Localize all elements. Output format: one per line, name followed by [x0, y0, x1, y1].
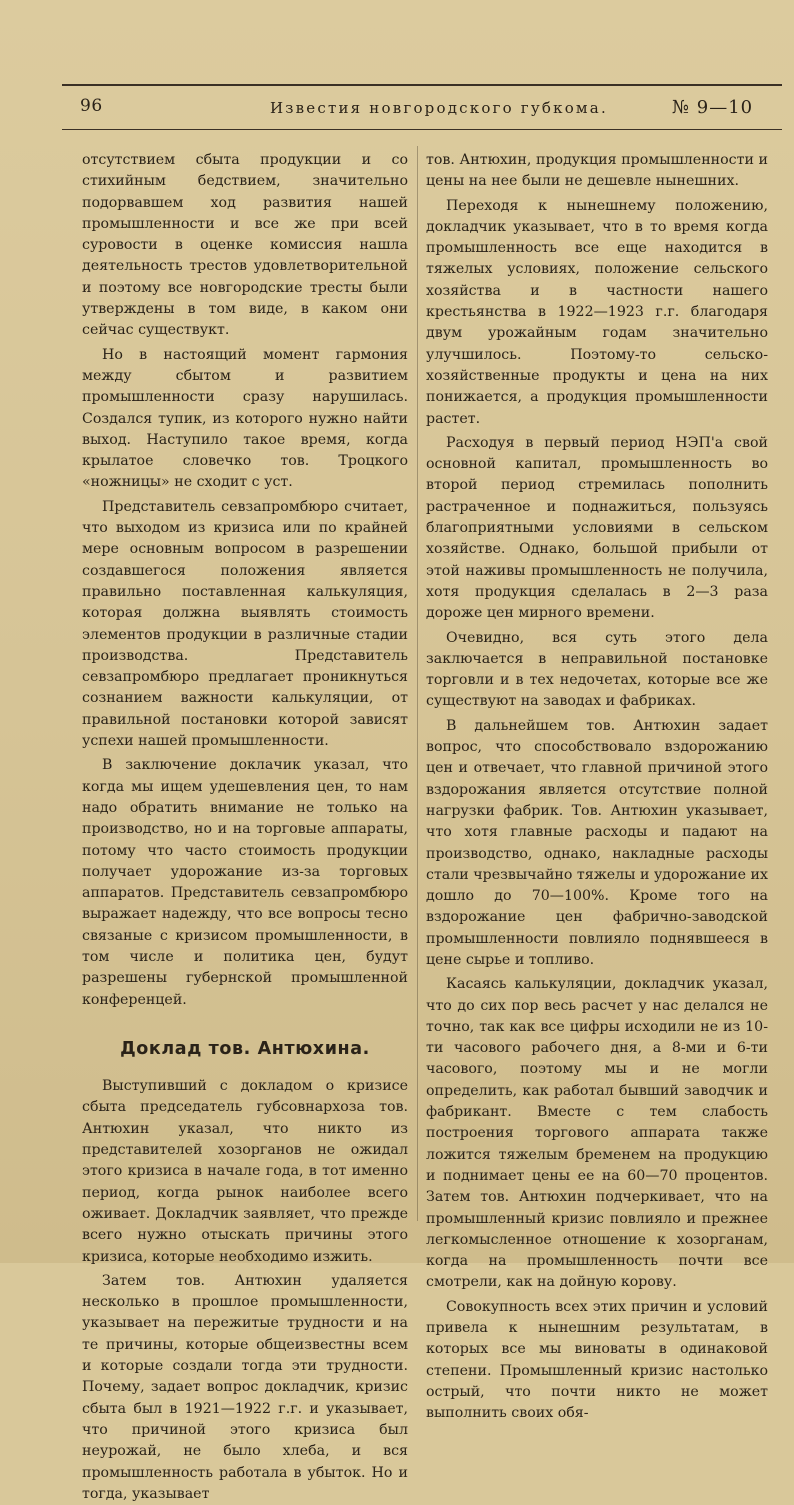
paragraph: Расходуя в первый период НЭП'а свой основной капитал, промышленность во второй период стремилась пополнить растраченное и поднажиться, пользуясь благоприятными условиями в сельском хозяйстве. Однако, большой прибыли от этой наживы промышленность не получила, хотя продукция сделалась в 2—3 раза дороже цен мирного времени.: [426, 434, 768, 622]
paragraph: Выступивший с докладом о кризисе сбыта председатель губсовнархоза тов. Антюхин указал, что никто из представителей хозорганов не ожидал этого кризиса в начале года, в тот именно период, когда рынок наиболее всего оживает. Докладчик заявляет, что прежде всего нужно отыскать причины этого кризиса, которые необходимо изжить.: [82, 1078, 408, 1265]
journal-title: Известия новгородского губкома.: [270, 99, 608, 117]
header-top-rule: [62, 84, 782, 86]
paragraph: В заключение доклачик указал, что когда мы ищем удешевления цен, то нам надо обратить внимание не только на производство, но и на торговые аппараты, потому что часто стоимость продукции получает удорожание из-за торговых аппаратов. Представитель севзапромбюро выражает надежду, что все вопросы тесно связаные с кризисом промышленности, в том числе и политика цен, будут разрешены губернской промышленной конференцей.: [82, 757, 408, 1008]
paragraph: Совокупность всех этих причин и условий привела к нынешним результатам, в которых все мы виноваты в одинаковой степени. Промышленный кризис настолько острый, что почти никто не может выполнить своих обя-: [426, 1298, 768, 1422]
header-bottom-rule: [62, 129, 782, 130]
paragraph: Переходя к нынешнему положению, докладчик указывает, что в то время когда промышленность все еще находится в тяжелых условиях, положение сельского хозяйства и в частности нашего крестьянства в 1922—1923 г.г. благодаря двум урожайным годам значительно улучшилось. Поэтому-то сельско-хозяйственные продукты и цена на них понижается, а продукция промышленности растет.: [426, 197, 768, 427]
page-number: 96: [80, 96, 103, 116]
paragraph: В дальнейшем тов. Антюхин задает вопрос, что способствовало вздорожанию цен и отвечает, что главной причиной этого вздорожания является отсутствие полной нагрузки фабрик. Тов. Антюхин указывает, что хотя главные расходы и падают на производство, однако, накладные расходы стали чрезвычайно тяжелы и удорожание их дошло до 70—100%. Кроме того на вздорожание цен фабрично-заводской промышленности повлияло поднявшееся в цене сырье и топливо.: [426, 717, 768, 968]
paragraph: Представитель севзапромбюро считает, что выходом из кризиса или по крайней мере основным вопросом в разрешении создавшегося положения является правильно поставленная калькуляция, которая должна выявлять стоимость элементов продукции в различные стадии производства. Представитель севзапромбюро предлагает проникнуться сознанием важности калькуляции, от правильной постановки которой зависят успехи нашей промышленности.: [82, 498, 408, 750]
paragraph: Касаясь калькуляции, докладчик указал, что до сих пор весь расчет у нас делался не точно, так как все цифры исходили не из 10-ти часового рабочего дня, а 8-ми и 6-ти часового, поэтому мы и не могли определить, как работал бывший заводчик и фабрикант. Вместе с тем слабость построения торгового аппарата также ложится тяжелым бременем на продукцию и поднимает цены ее на 60—70 процентов. Затем тов. Антюхин подчеркивает, что на промышленный кризис повлияло и прежнее легкомысленное отношение к хозорганам, когда на промышленность почти все смотрели, как на дойную корову.: [426, 976, 768, 1291]
right-column: [426, 150, 768, 1425]
page-header: [80, 96, 780, 126]
paragraph: отсутствием сбыта продукции и со стихийным бедствием, значительно подорвавшем ход развития нашей промышленности и все же при всей суровости в оценке комиссия нашла деятельность трестов удовлетворительной и поэтому все новгородские тресты были утверждены в том виде, в каком они сейчас существукт.: [82, 152, 408, 339]
section-heading: Доклад тов. Антюхина.: [120, 1038, 370, 1059]
paragraph: Затем тов. Антюхин удаляется несколько в прошлое промышленности, указывает на пережитые трудности и на те причины, которые общеизвестны всем и которые создали тогда эти трудности. Почему, задает вопрос докладчик, кризис сбыта был в 1921—1922 г.г. и указывает, что причиной этого кризиса был неурожай, не было хлеба, и вся промышленность работала в убыток. Но и тогда, указывает: [82, 1272, 408, 1502]
issue-number: № 9—10: [672, 97, 754, 118]
paragraph: Но в настоящий момент гармония между сбытом и развитием промышленности сразу нарушилась. Создался тупик, из которого нужно найти выход. Наступило такое время, когда крылатое словечко тов. Троцкого «ножницы» не сходит с уст.: [82, 346, 408, 491]
paragraph: тов. Антюхин, продукция промышленности и цены на нее были не дешевле нынешних.: [426, 152, 768, 190]
paragraph: Очевидно, вся суть этого дела заключается в неправильной постановке торговли и в тех недочетах, которые все же существуют на заводах и фабриках.: [426, 629, 768, 710]
column-divider: [417, 146, 418, 1221]
left-column: [82, 150, 408, 1505]
